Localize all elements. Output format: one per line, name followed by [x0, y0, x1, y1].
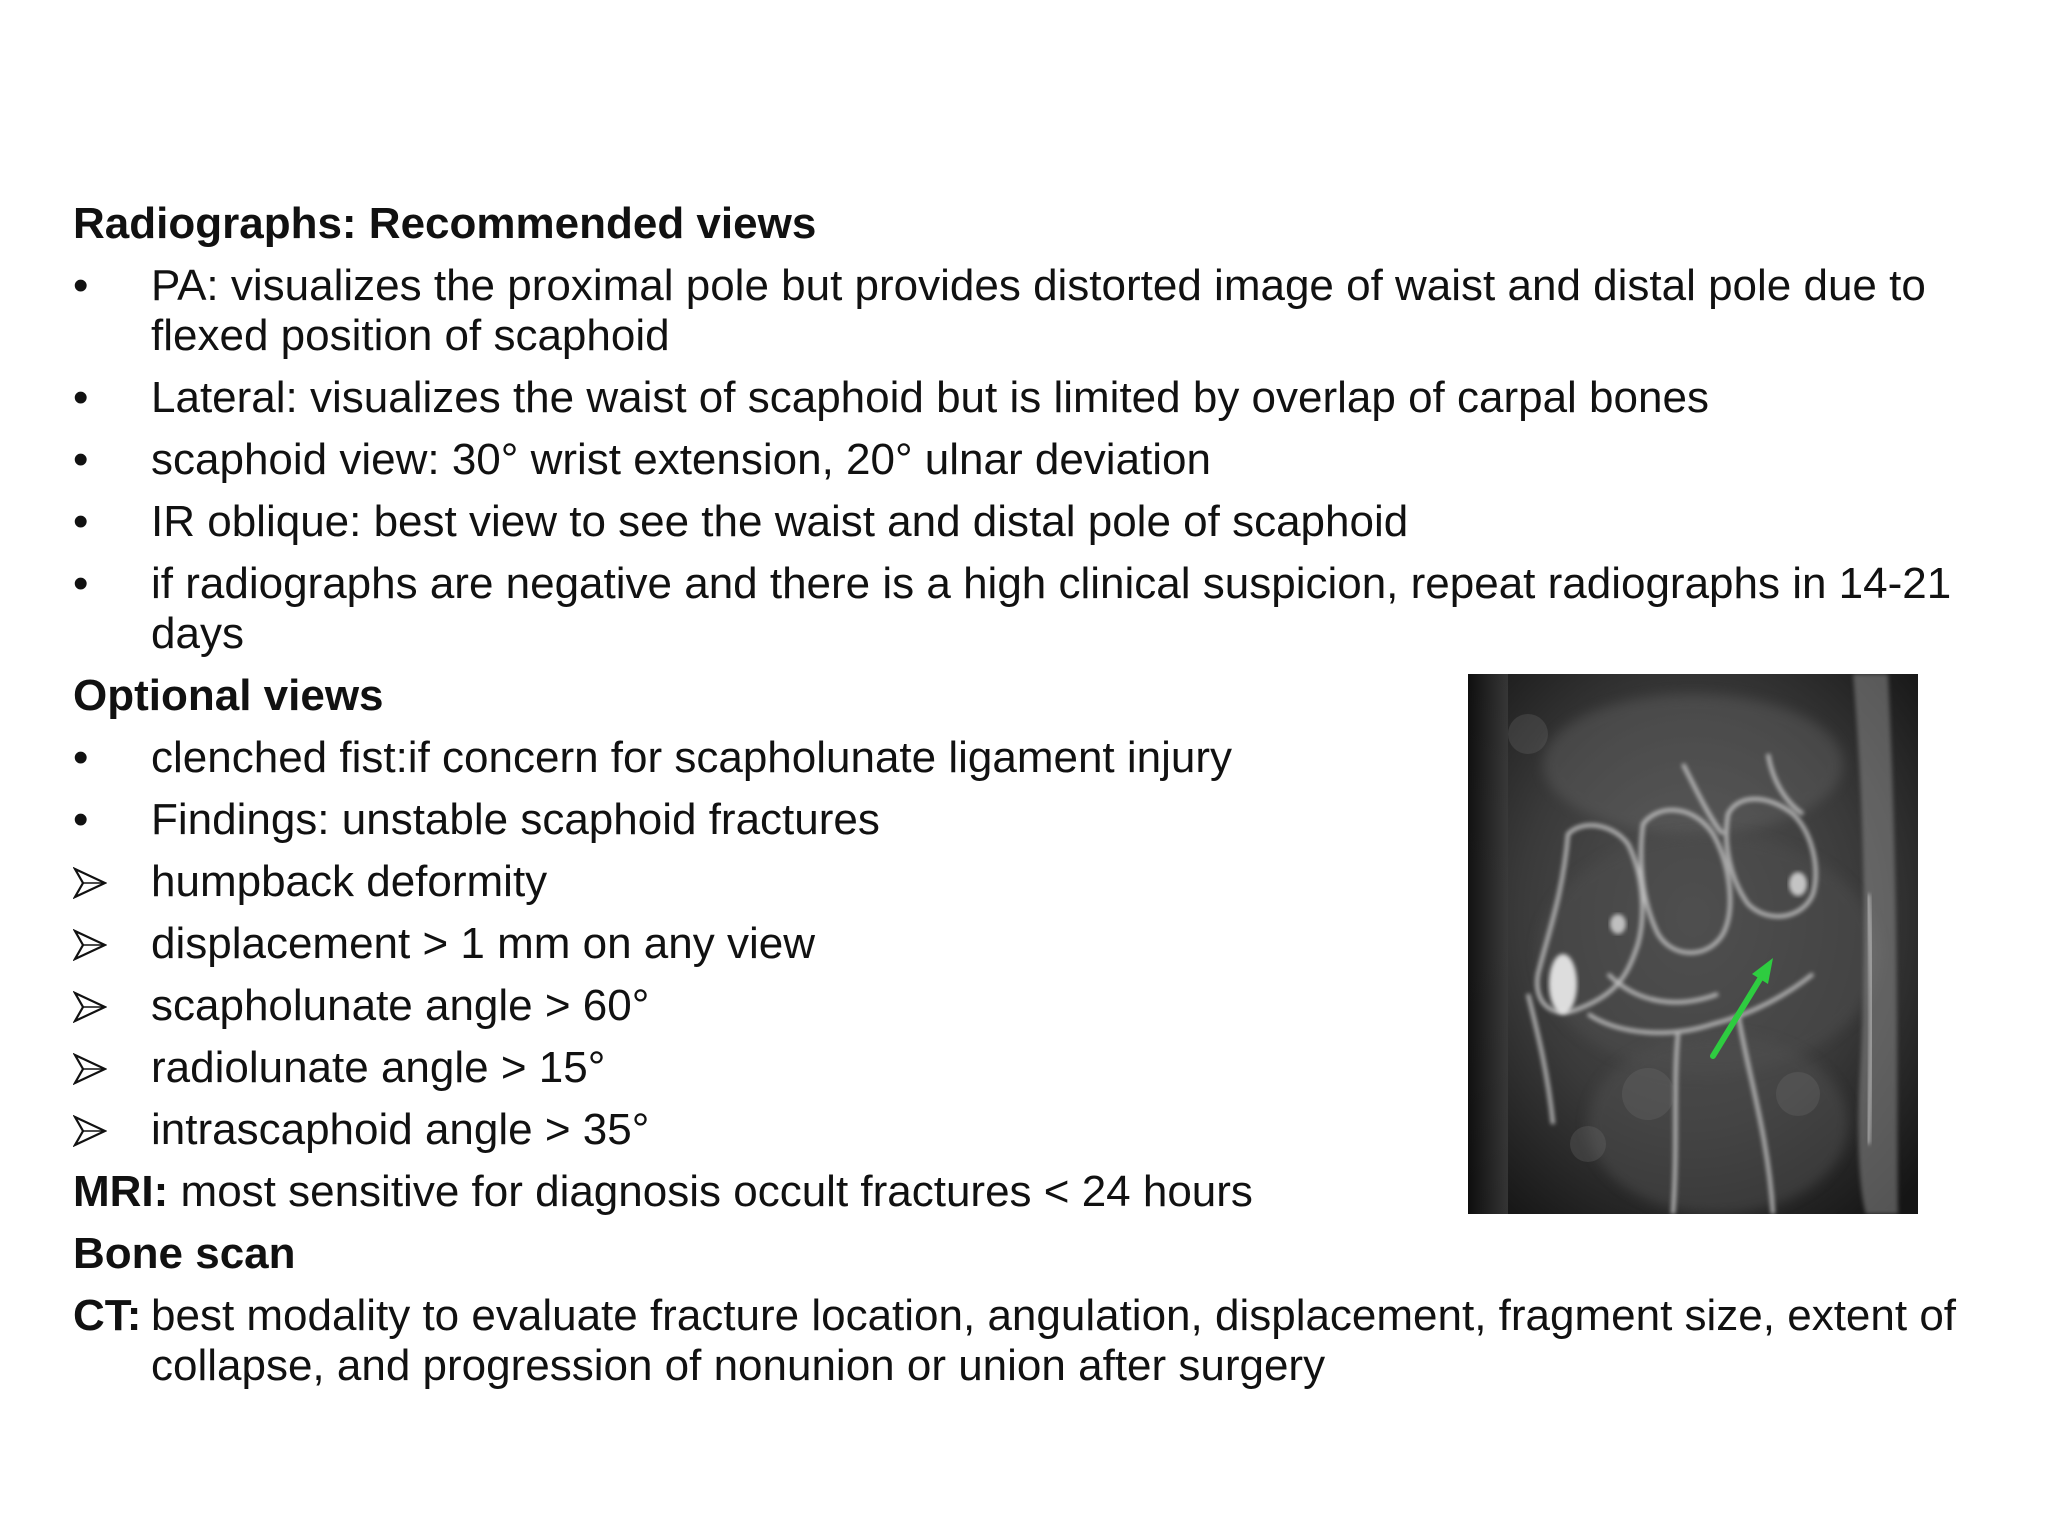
- arrow-bullet-icon: [73, 1105, 133, 1147]
- bullet-dot-icon: •: [73, 733, 89, 782]
- mri-wrist-icon: [1468, 674, 1918, 1214]
- mri-wrist-image: [1468, 674, 1918, 1214]
- bullet-text: PA: visualizes the proximal pole but provides distorted image of waist and distal pole due to flexed position of scaphoid: [151, 261, 1926, 360]
- finding-item: [73, 1043, 1451, 1093]
- bullet-text: Lateral: visualizes the waist of scaphoid but is limited by overlap of carpal bones: [151, 373, 1709, 422]
- ct-line: [73, 1291, 1973, 1391]
- arrow-bullet-icon: [73, 1043, 133, 1085]
- mri-text: most sensitive for diagnosis occult fractures < 24 hours: [168, 1167, 1253, 1216]
- bullet-text: Findings: unstable scaphoid fractures: [151, 795, 880, 844]
- finding-text: radiolunate angle > 15°: [151, 1043, 606, 1092]
- finding-item: [73, 857, 1451, 907]
- bullet-text: if radiographs are negative and there is a high clinical suspicion, repeat radiographs in 14-21 days: [151, 559, 1952, 658]
- finding-text: scapholunate angle > 60°: [151, 981, 650, 1030]
- bullet-text: IR oblique: best view to see the waist and distal pole of scaphoid: [151, 497, 1409, 546]
- bullet-text: clenched fist:if concern for scapholunate ligament injury: [151, 733, 1233, 782]
- bone-scan-heading: Bone scan: [73, 1229, 296, 1278]
- radiographs-heading: Radiographs: Recommended views: [73, 199, 817, 248]
- finding-item: [73, 981, 1451, 1031]
- bullet-dot-icon: •: [73, 435, 89, 484]
- bullet-item: [73, 435, 1973, 485]
- bullet-dot-icon: •: [73, 559, 89, 608]
- bullet-text: scaphoid view: 30° wrist extension, 20° ulnar deviation: [151, 435, 1211, 484]
- bullet-item: [73, 795, 1451, 845]
- bullet-item: [73, 261, 1973, 361]
- bullet-item: [73, 559, 1973, 659]
- bullet-item: [73, 733, 1451, 783]
- bullet-dot-icon: •: [73, 261, 89, 310]
- mri-line: [73, 1167, 1373, 1217]
- arrow-bullet-icon: [73, 919, 133, 961]
- bullet-dot-icon: •: [73, 795, 89, 844]
- finding-text: humpback deformity: [151, 857, 548, 906]
- finding-item: [73, 919, 1451, 969]
- optional-views-heading: Optional views: [73, 671, 384, 720]
- arrow-bullet-icon: [73, 981, 133, 1023]
- bullet-item: [73, 497, 1973, 547]
- bullet-dot-icon: •: [73, 373, 89, 422]
- arrow-bullet-icon: [73, 857, 133, 899]
- mri-label: MRI:: [73, 1167, 169, 1216]
- bullet-dot-icon: •: [73, 497, 89, 546]
- finding-item: [73, 1105, 1451, 1155]
- ct-label: CT:: [73, 1291, 142, 1340]
- bullet-item: [73, 373, 1973, 423]
- finding-text: intrascaphoid angle > 35°: [151, 1105, 650, 1154]
- ct-text: best modality to evaluate fracture location, angulation, displacement, fragment size, extent of collapse, and progression of nonunion or union after surgery: [151, 1291, 1957, 1390]
- finding-text: displacement > 1 mm on any view: [151, 919, 815, 968]
